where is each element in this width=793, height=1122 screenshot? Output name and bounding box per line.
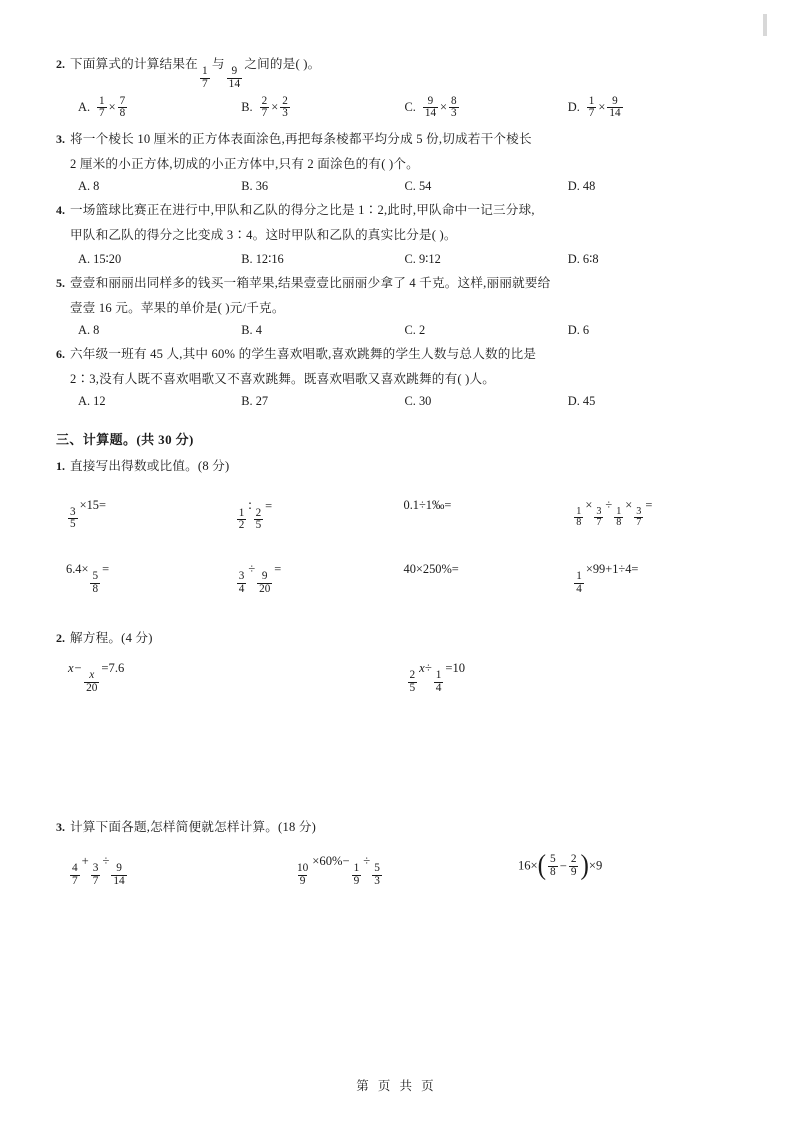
choice-label: C. 2 (404, 322, 426, 337)
lead: 6.4× (66, 562, 89, 577)
calc-item (562, 486, 731, 545)
equation-row (56, 661, 731, 695)
choice-option-b[interactable] (241, 323, 404, 338)
choice-label: A. (78, 100, 91, 115)
question-6 (56, 342, 731, 409)
fraction: $\frac{9}{14}$ (424, 94, 437, 120)
choice-option-d[interactable] (568, 251, 731, 267)
operator: ÷ (102, 853, 110, 868)
expression-2 (281, 854, 506, 888)
question-stem-line2: 甲队和乙队的得分之比变成 3∶4。这时甲队和乙队的真实比分是( )。 (70, 228, 457, 243)
fraction: $\frac{3}{7}$ (636, 505, 642, 529)
expression-1 (56, 854, 281, 888)
calc-grid-row2 (56, 550, 731, 608)
corner-mark (763, 14, 767, 36)
fraction: $\frac{1}{8}$ (616, 505, 622, 529)
question-label: 直接写出得数或比值。(8 分) (70, 459, 230, 474)
expression-3 (506, 850, 731, 888)
fraction: $\frac{x}{20}$ (86, 668, 98, 694)
calc-item: 0.1÷1‰= (403, 497, 452, 512)
operator: ∶ (248, 498, 252, 513)
mid: x÷ (419, 660, 432, 675)
question-5 (56, 271, 731, 338)
fraction: $\frac{1}{8}$ (576, 505, 582, 529)
left-paren: ( (537, 850, 547, 882)
choice-option-c[interactable] (405, 394, 568, 409)
choice-option-b[interactable] (241, 179, 404, 194)
choice-label: C. 30 (404, 394, 432, 409)
choice-option-d[interactable] (568, 394, 731, 409)
calc-item (56, 550, 225, 608)
tail: ×9 (588, 858, 603, 873)
fraction: $\frac{1}{2}$ (238, 506, 245, 532)
fraction: $\frac{5}{8}$ (92, 570, 99, 595)
question-number: 4. (56, 203, 65, 218)
question-stem-line1: 将一个棱长 10 厘米的正方体表面涂色,再把每条棱都平均分成 5 份,切成若干个棱长 (70, 131, 532, 146)
choice-option-d[interactable] (568, 179, 731, 194)
question-number: 3. (56, 819, 65, 834)
page-footer: 第 页 共 页 (356, 1079, 437, 1093)
section3-question-2 (56, 626, 731, 651)
question-number: 2. (56, 630, 65, 645)
operator: ÷ (248, 562, 256, 577)
tail: ×99+1÷4= (585, 562, 639, 577)
fraction: $\frac{3}{5}$ (70, 505, 76, 531)
choice-option-c[interactable] (405, 179, 568, 194)
operator: × (625, 497, 633, 512)
choice-label: C. 54 (404, 179, 432, 194)
choice-option-a[interactable] (78, 394, 241, 409)
choice-option-a[interactable] (78, 251, 241, 267)
question-stem-line1: 壹壹和丽丽出同样多的钱买一箱苹果,结果壹壹比丽丽少拿了 4 千克。这样,丽丽就要给 (70, 275, 551, 290)
question-number: 1. (56, 459, 65, 474)
operator: ×60%− (312, 853, 350, 868)
fraction: $\frac{3}{7}$ (596, 505, 602, 529)
choice-row (56, 323, 731, 338)
choice-option-d[interactable] (568, 93, 731, 123)
fraction: $\frac{10}{9}$ (296, 862, 309, 888)
choice-row (56, 394, 731, 409)
fraction: $\frac{3}{7}$ (92, 862, 99, 888)
calc-item (225, 486, 394, 545)
choice-label: B. 4 (241, 322, 262, 337)
choice-label: C. (404, 100, 416, 115)
fraction: $\frac{5}{8}$ (550, 852, 556, 878)
operator: ÷ (605, 497, 613, 512)
operator: ÷ (363, 853, 371, 868)
operator: × (598, 100, 606, 115)
choice-option-a[interactable] (78, 93, 241, 123)
fraction: $\frac{1}{7}$ (588, 94, 595, 120)
choice-label: C. 9∶12 (404, 251, 441, 266)
fraction: $\frac{1}{4}$ (576, 570, 582, 595)
fraction: $\frac{9}{14}$ (228, 65, 241, 91)
question-label: 计算下面各题,怎样简便就怎样计算。(18 分) (70, 819, 316, 834)
choice-label: D. 45 (567, 394, 596, 409)
choice-row (56, 251, 731, 267)
tail: = (102, 562, 110, 577)
operator: + (81, 853, 89, 868)
calc-item: 40×250%= (403, 562, 459, 577)
lead: 16× (517, 858, 538, 873)
tail: =10 (445, 660, 466, 675)
choice-option-b[interactable] (241, 93, 404, 123)
question-4 (56, 198, 731, 266)
expression-row (56, 850, 731, 888)
question-stem-post: 之间的是( )。 (244, 57, 321, 71)
choice-option-b[interactable] (241, 394, 404, 409)
choice-label: B. 27 (241, 394, 269, 409)
fraction: $\frac{8}{3}$ (451, 94, 457, 120)
choice-row (56, 179, 731, 194)
calc-grid-row1 (56, 486, 731, 545)
question-stem-mid: 与 (211, 57, 225, 71)
choice-label: A. 12 (78, 394, 106, 409)
section3-question-1 (56, 454, 731, 479)
calc-item (225, 550, 394, 608)
fraction: $\frac{2}{5}$ (255, 506, 262, 532)
choice-option-a[interactable] (78, 179, 241, 194)
right-paren: ) (580, 850, 589, 882)
choice-label: D. 48 (567, 179, 596, 194)
choice-option-c[interactable] (405, 323, 568, 338)
lead: x− (68, 660, 83, 675)
fraction: $\frac{2}{7}$ (261, 94, 268, 120)
tail: = (645, 497, 653, 512)
choice-label: A. 15∶20 (78, 251, 122, 266)
question-3 (56, 127, 731, 194)
question-stem-line1: 一场篮球比赛正在进行中,甲队和乙队的得分之比是 1∶2,此时,甲队命中一记三分球, (70, 203, 535, 218)
operator: × (79, 497, 87, 512)
question-number: 3. (56, 131, 65, 146)
fraction: $\frac{9}{20}$ (259, 570, 271, 595)
fraction: $\frac{2}{9}$ (570, 852, 577, 878)
tail: =7.6 (101, 660, 125, 675)
tail: = (274, 562, 282, 577)
choice-label: A. 8 (78, 179, 100, 194)
calc-item (562, 550, 731, 608)
answer-space (56, 695, 731, 815)
operator: × (271, 100, 279, 115)
fraction: $\frac{5}{3}$ (374, 862, 380, 888)
choice-option-a[interactable] (78, 323, 241, 338)
fraction: $\frac{4}{7}$ (72, 862, 78, 888)
choice-label: B. (241, 100, 253, 115)
question-2 (56, 52, 731, 123)
choice-option-c[interactable] (405, 93, 568, 123)
question-stem-line2: 2∶3,没有人既不喜欢唱歌又不喜欢跳舞。既喜欢唱歌又喜欢跳舞的有( )人。 (70, 372, 496, 387)
question-number: 6. (56, 346, 65, 361)
fraction: $\frac{2}{5}$ (409, 668, 416, 694)
question-stem-line1: 六年级一班有 45 人,其中 60% 的学生喜欢唱歌,喜欢跳舞的学生人数与总人数的比是 (70, 346, 537, 361)
choice-label: D. 6 (567, 322, 590, 337)
equation-1 (56, 661, 394, 695)
fraction: $\frac{1}{7}$ (201, 65, 208, 91)
choice-label: B. 12∶16 (241, 251, 284, 266)
fraction: $\frac{2}{3}$ (282, 94, 288, 120)
fraction: $\frac{3}{4}$ (238, 570, 245, 595)
question-number: 2. (56, 57, 65, 71)
choice-row (56, 93, 731, 123)
fraction: $\frac{9}{14}$ (113, 862, 125, 888)
fraction: $\frac{7}{8}$ (119, 94, 126, 120)
choice-option-c[interactable] (405, 251, 568, 267)
fraction: $\frac{1}{7}$ (99, 94, 105, 120)
choice-label: D. (567, 100, 580, 115)
question-stem-pre: 下面算式的计算结果在 (70, 57, 198, 71)
section-heading: 三、计算题。(共 30 分) (56, 432, 194, 448)
choice-option-d[interactable] (568, 323, 731, 338)
calc-item (56, 486, 225, 545)
fraction: $\frac{9}{14}$ (609, 94, 621, 120)
operator: − (559, 858, 567, 873)
operator: × (108, 100, 116, 115)
question-stem-line2: 壹壹 16 元。苹果的单价是( )元/千克。 (70, 300, 285, 315)
equation-2 (394, 661, 732, 695)
choice-option-b[interactable] (241, 251, 404, 267)
fraction: $\frac{1}{4}$ (435, 668, 442, 694)
tail: = (265, 498, 273, 513)
choice-label: A. 8 (78, 322, 100, 337)
tail: 15= (86, 497, 106, 512)
section3-question-3 (56, 815, 731, 840)
fraction: $\frac{1}{9}$ (353, 862, 360, 888)
choice-label: B. 36 (241, 179, 269, 194)
question-stem-line2: 2 厘米的小正方体,切成的小正方体中,只有 2 面涂色的有( )个。 (70, 157, 419, 171)
operator: × (585, 497, 593, 512)
question-label: 解方程。(4 分) (70, 630, 153, 645)
choice-label: D. 6∶8 (567, 251, 599, 266)
operator: × (440, 100, 448, 115)
question-number: 5. (56, 275, 65, 290)
paren-group (537, 850, 589, 882)
